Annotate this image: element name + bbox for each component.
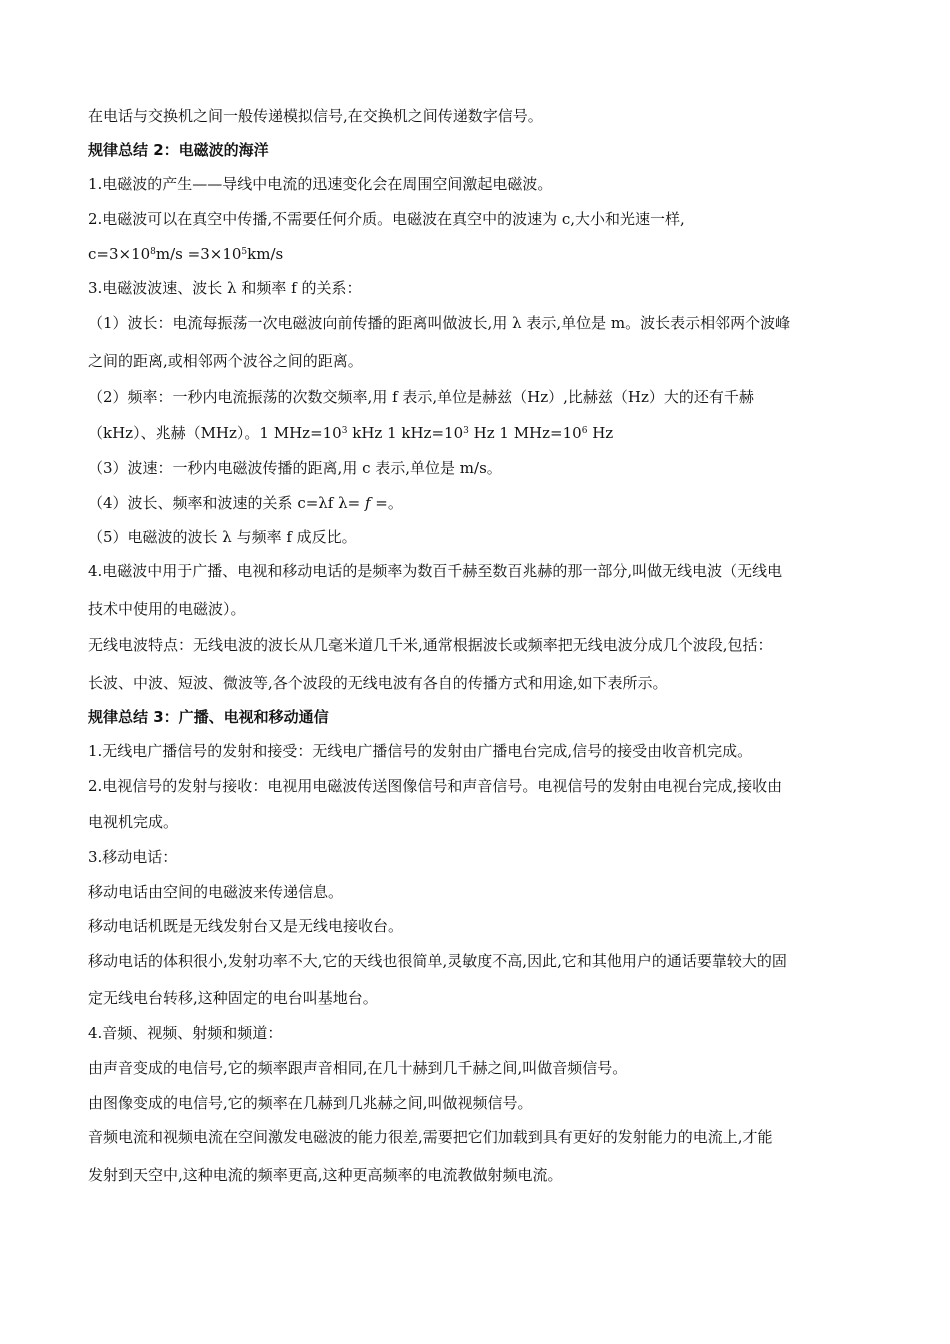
text-line: 2.电磁波可以在真空中传播,不需要任何介质。电磁波在真空中的波速为 c,大小和光速一样, xyxy=(88,210,685,228)
wave-relation-formula: （4）波长、频率和波速的关系 c=λf λ= f =。 xyxy=(88,494,403,512)
section-heading: 规律总结 2：电磁波的海洋 xyxy=(88,141,269,159)
text-line: 长波、中波、短波、微波等,各个波段的无线电波有各自的传播方式和用途,如下表所示。 xyxy=(88,674,668,692)
text-line: 2.电视信号的发射与接收：电视用电磁波传送图像信号和声音信号。电视信号的发射由电视台完成,接收由 xyxy=(88,777,783,795)
text-line: （2）频率：一秒内电流振荡的次数交频率,用 f 表示,单位是赫兹（Hz）,比赫兹（Hz）大的还有千赫 xyxy=(88,388,754,406)
section-heading: 规律总结 3：广播、电视和移动通信 xyxy=(88,708,329,726)
text-line: 由声音变成的电信号,它的频率跟声音相同,在几十赫到几千赫之间,叫做音频信号。 xyxy=(88,1059,628,1077)
document-page xyxy=(88,107,868,1186)
text-line: 移动电话机既是无线发射台又是无线电接收台。 xyxy=(88,917,404,935)
text-line: 1.无线电广播信号的发射和接受：无线电广播信号的发射由广播电台完成,信号的接受由收音机完成。 xyxy=(88,742,753,760)
text-line: （3）波速：一秒内电磁波传播的距离,用 c 表示,单位是 m/s。 xyxy=(88,459,502,477)
speed-of-light-formula: $c=3\times 10^8m/s =3\times 10^5km/s$ xyxy=(88,245,284,263)
text-line: 发射到天空中,这种电流的频率更高,这种更高频率的电流教做射频电流。 xyxy=(88,1166,563,1184)
text-line: 3.电磁波波速、波长 λ 和频率 f 的关系： xyxy=(88,279,362,297)
text-line: 音频电流和视频电流在空间激发电磁波的能力很差,需要把它们加载到具有更好的发射能力的电流上,才能 xyxy=(88,1128,773,1146)
text-line: 技术中使用的电磁波）。 xyxy=(88,600,246,618)
text-line: （1）波长：电流每振荡一次电磁波向前传播的距离叫做波长,用 λ 表示,单位是 m。波长表示相邻两个波峰 xyxy=(88,314,791,332)
text-line: 由图像变成的电信号,它的频率在几赫到几兆赫之间,叫做视频信号。 xyxy=(88,1094,533,1112)
text-line: 定无线电台转移,这种固定的电台叫基地台。 xyxy=(88,989,378,1007)
text-line: （5）电磁波的波长 λ 与频率 f 成反比。 xyxy=(88,528,357,546)
text-line: 4.电磁波中用于广播、电视和移动电话的是频率为数百千赫至数百兆赫的那一部分,叫做无线电波（无线电 xyxy=(88,562,783,580)
text-line: 之间的距离,或相邻两个波谷之间的距离。 xyxy=(88,352,363,370)
text-line: 电视机完成。 xyxy=(88,813,179,831)
text-line: 移动电话由空间的电磁波来传递信息。 xyxy=(88,883,344,901)
text-line: 1.电磁波的产生——导线中电流的迅速变化会在周围空间激起电磁波。 xyxy=(88,175,553,193)
frequency-units-line: （kHz）、兆赫（MHz）。1 $MHz=10^3$ kHz 1 $kHz=10^3$ Hz 1 $MHz=10^6$ Hz xyxy=(88,424,614,442)
text-line: 移动电话的体积很小,发射功率不大,它的天线也很简单,灵敏度不高,因此,它和其他用户的通话要靠较大的固 xyxy=(88,952,787,970)
text-line: 无线电波特点：无线电波的波长从几毫米道几千米,通常根据波长或频率把无线电波分成几个波段,包括： xyxy=(88,636,773,654)
text-line: 4.音频、视频、射频和频道： xyxy=(88,1024,283,1042)
text-line: 在电话与交换机之间一般传递模拟信号,在交换机之间传递数字信号。 xyxy=(88,107,543,125)
text-line: 3.移动电话： xyxy=(88,848,178,866)
